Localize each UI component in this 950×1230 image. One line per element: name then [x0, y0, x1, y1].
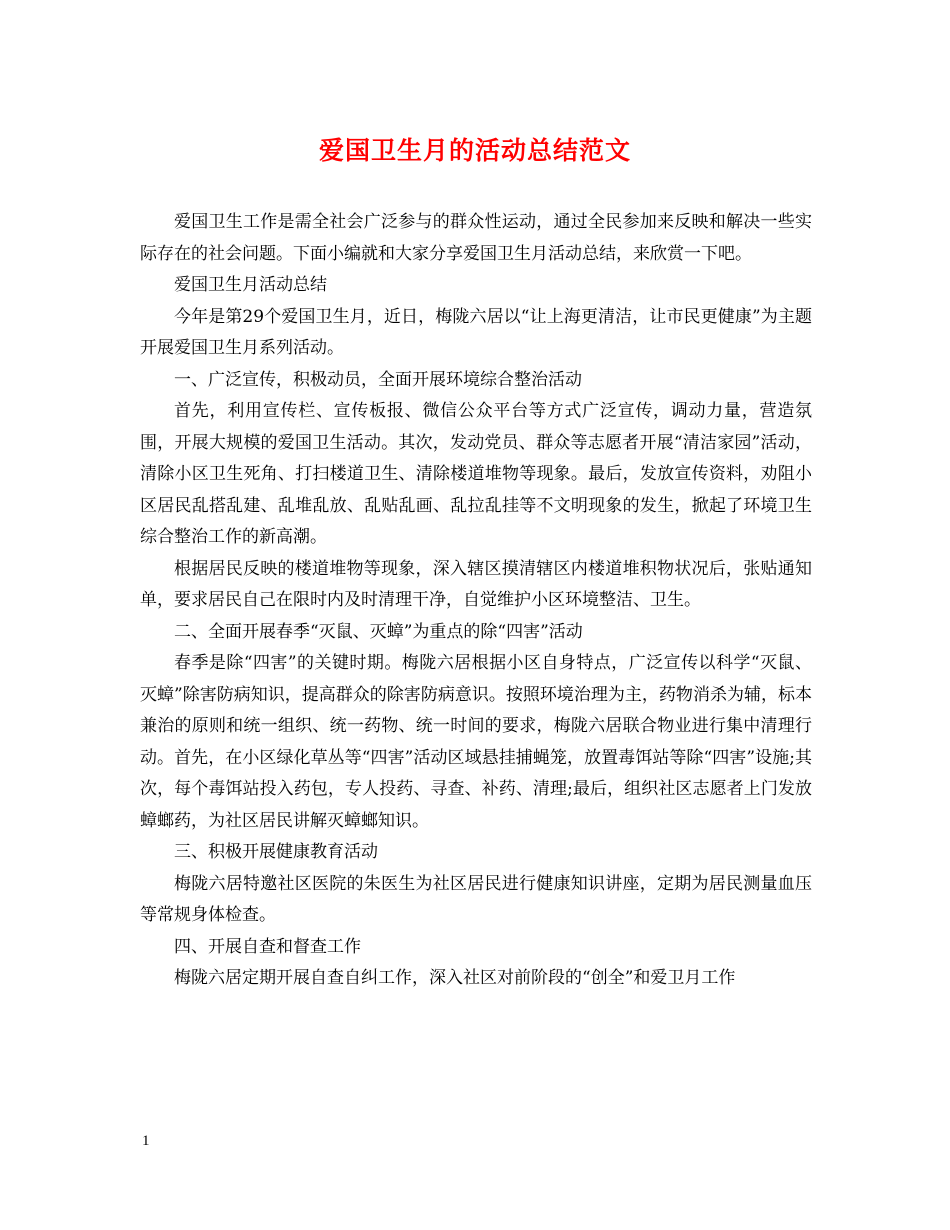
paragraph-subtitle: 爱国卫生月活动总结	[174, 275, 327, 295]
document-title: 爱国卫生月的活动总结范文	[318, 136, 631, 165]
page-number: 1	[142, 1133, 150, 1149]
document-body	[140, 207, 812, 995]
paragraph-section-1a: 首先，利用宣传栏、宣传板报、微信公众平台等方式广泛宣传，调动力量，营造氛围，开展大规模的爱国卫生活动。其次，发动党员、群众等志愿者开展“清洁家园”活动，清除小区卫生死角、打扫楼道卫生、清除楼道堆物等现象。最后，发放宣传资料，劝阻小区居民乱搭乱建、乱堆乱放、乱贴乱画、乱拉乱挂等不文明现象的发生，掀起了环境卫生综合整治工作的新高潮。	[140, 401, 812, 547]
paragraph-section-3: 梅陇六居特邀社区医院的朱医生为社区居民进行健康知识讲座，定期为居民测量血压等常规身体检查。	[140, 873, 812, 925]
section-heading-2: 二、全面开展春季“灭鼠、灭蟑”为重点的除“四害”活动	[174, 621, 583, 642]
paragraph-intro: 爱国卫生工作是需全社会广泛参与的群众性运动，通过全民参加来反映和解决一些实际存在的社会问题。下面小编就和大家分享爱国卫生月活动总结，来欣赏一下吧。	[140, 212, 812, 264]
paragraph-section-4: 梅陇六居定期开展自查自纠工作，深入社区对前阶段的“创全”和爱卫月工作	[174, 968, 736, 988]
section-heading-4: 四、开展自查和督查工作	[174, 936, 361, 957]
section-heading-1: 一、广泛宣传，积极动员，全面开展环境综合整治活动	[174, 369, 582, 390]
section-heading-3: 三、积极开展健康教育活动	[174, 842, 378, 862]
paragraph-theme: 今年是第29个爱国卫生月，近日，梅陇六居以“让上海更清洁，让市民更健康”为主题开展爱国卫生月系列活动。	[140, 306, 812, 358]
paragraph-section-2: 春季是除“四害”的关键时期。梅陇六居根据小区自身特点，广泛宣传以科学“灭鼠、灭蟑”除害防病知识，提高群众的除害防病意识。按照环境治理为主，药物消杀为辅，标本兼治的原则和统一组织、统一药物、统一时间的要求，梅陇六居联合物业进行集中清理行动。首先，在小区绿化草丛等“四害”活动区域悬挂捕蝇笼，放置毒饵站等除“四害”设施;其次，每个毒饵站投入药包，专人投药、寻查、补药、清理;最后，组织社区志愿者上门发放蟑螂药，为社区居民讲解灭蟑螂知识。	[140, 653, 812, 831]
paragraph-section-1b: 根据居民反映的楼道堆物等现象，深入辖区摸清辖区内楼道堆积物状况后，张贴通知单，要求居民自己在限时内及时清理干净，自觉维护小区环境整洁、卫生。	[140, 558, 812, 610]
